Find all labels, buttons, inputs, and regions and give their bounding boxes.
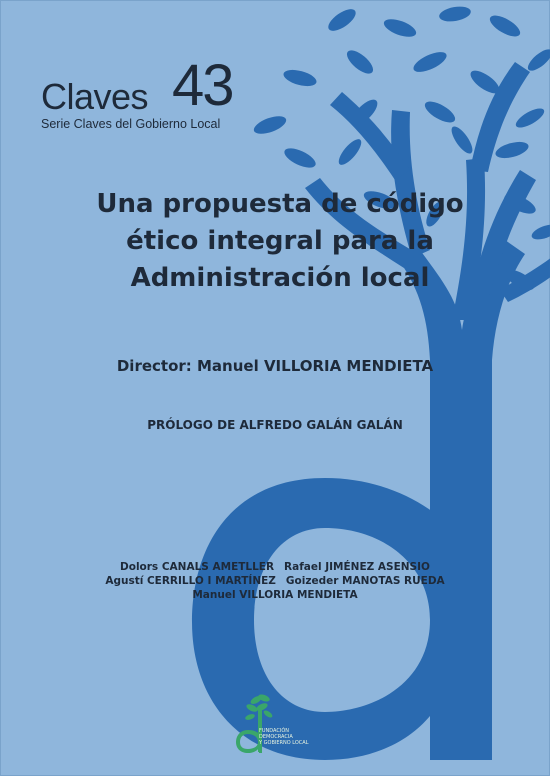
author-name: Manuel VILLORIA MENDIETA bbox=[192, 589, 358, 601]
series-number: 43 bbox=[172, 53, 233, 118]
series-name: Claves bbox=[41, 76, 149, 117]
author-name: Agustí CERRILLO I MARTÍNEZ bbox=[105, 575, 276, 587]
publisher-logo bbox=[232, 692, 342, 762]
book-title-line: Una propuesta de código bbox=[96, 189, 464, 219]
author-row bbox=[0, 574, 550, 588]
book-title-line: ético integral para la bbox=[126, 226, 434, 256]
author-row bbox=[0, 560, 550, 574]
book-title-line: Administración local bbox=[130, 263, 430, 293]
author-name: Rafael JIMÉNEZ ASENSIO bbox=[284, 561, 430, 573]
author-list bbox=[0, 560, 550, 602]
book-title bbox=[60, 186, 500, 297]
author-name: Dolors CANALS AMETLLER bbox=[120, 561, 275, 573]
director-credit: Director: Manuel VILLORIA MENDIETA bbox=[116, 357, 434, 375]
author-name: Goizeder MANOTAS RUEDA bbox=[285, 575, 445, 587]
author-row bbox=[0, 588, 550, 602]
publisher-name: FUNDACIÓN DEMOCRACIA Y GOBIERNO LOCAL bbox=[259, 728, 309, 746]
series-subtitle: Serie Claves del Gobierno Local bbox=[41, 117, 221, 131]
foundation-logo-icon bbox=[232, 692, 342, 762]
prologue-credit: PRÓLOGO DE ALFREDO GALÁN GALÁN bbox=[147, 418, 403, 432]
